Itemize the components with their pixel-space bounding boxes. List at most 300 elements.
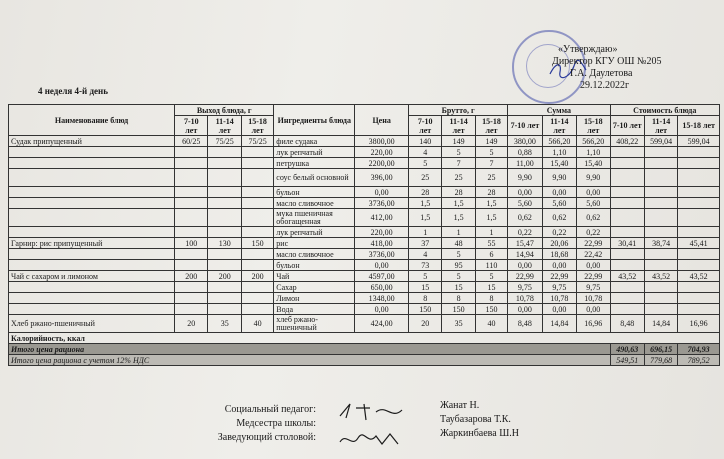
cell-c2 <box>644 227 677 238</box>
cell-s3: 0,22 <box>577 227 610 238</box>
cell-b3: 15 <box>475 282 507 293</box>
cell-s1: 11,00 <box>508 158 542 169</box>
cell-s1: 0,88 <box>508 147 542 158</box>
cell-c3 <box>678 198 720 209</box>
cell-s3: 10,78 <box>577 293 610 304</box>
cell-dish <box>9 293 175 304</box>
cell-o1: 60/25 <box>175 136 208 147</box>
cell-o2 <box>208 169 241 187</box>
cell-s1: 0,00 <box>508 260 542 271</box>
cell-o1 <box>175 282 208 293</box>
cell-ing: петрушка <box>274 158 355 169</box>
table-row <box>9 158 720 169</box>
cell-s3: 0,00 <box>577 304 610 315</box>
header-age: 15-18 лет <box>678 116 720 136</box>
cell-o2: 75/25 <box>208 136 241 147</box>
cell-b2: 149 <box>442 136 475 147</box>
table-row <box>9 227 720 238</box>
cell-s2: 14,84 <box>542 315 576 333</box>
total-vat-cost: 779,68 <box>644 355 677 366</box>
cell-o1 <box>175 304 208 315</box>
cell-b3: 5 <box>475 147 507 158</box>
header-age: 7-10 лет <box>408 116 441 136</box>
cell-o3 <box>241 282 273 293</box>
table-row <box>9 293 720 304</box>
approval-date: 29.12.2022г <box>580 80 630 91</box>
social-pedagogue-name: Жанат Н. <box>440 400 480 411</box>
total-cost: 704,93 <box>678 344 720 355</box>
cell-b3: 150 <box>475 304 507 315</box>
cell-ing: лук репчатый <box>274 227 355 238</box>
cell-s3: 22,99 <box>577 238 610 249</box>
cell-b3: 149 <box>475 136 507 147</box>
cell-b1: 73 <box>408 260 441 271</box>
cell-b1: 1,5 <box>408 198 441 209</box>
cell-b1: 5 <box>408 271 441 282</box>
cell-b1: 20 <box>408 315 441 333</box>
cell-o1 <box>175 187 208 198</box>
cell-c1 <box>610 209 644 227</box>
header-sum: Сумма <box>508 105 610 116</box>
total-label: Итого цена рациона <box>9 344 611 355</box>
table-row <box>9 136 720 147</box>
cell-b2: 1,5 <box>442 198 475 209</box>
cell-c3 <box>678 187 720 198</box>
cell-b1: 4 <box>408 249 441 260</box>
cell-ing: рис <box>274 238 355 249</box>
cell-o1: 20 <box>175 315 208 333</box>
cell-c3 <box>678 227 720 238</box>
cell-c2 <box>644 249 677 260</box>
table-row <box>9 147 720 158</box>
table-row <box>9 198 720 209</box>
cell-s2: 566,20 <box>542 136 576 147</box>
header-age: 7-10 лет <box>175 116 208 136</box>
cell-c2: 43,52 <box>644 271 677 282</box>
cell-o2 <box>208 282 241 293</box>
cell-b3: 28 <box>475 187 507 198</box>
table-row <box>9 260 720 271</box>
cell-o3 <box>241 249 273 260</box>
nurse-label: Медсестра школы: <box>236 418 316 429</box>
cell-c1 <box>610 282 644 293</box>
signature-social <box>336 402 406 422</box>
header-price: Цена <box>355 105 409 136</box>
cell-b1: 4 <box>408 147 441 158</box>
cell-o3 <box>241 147 273 158</box>
cell-c3: 43,52 <box>678 271 720 282</box>
cell-o3 <box>241 198 273 209</box>
cell-s3: 0,00 <box>577 260 610 271</box>
nurse-name: Таубазарова Т.К. <box>440 414 511 425</box>
header-gross: Брутто, г <box>408 105 507 116</box>
cell-o3 <box>241 209 273 227</box>
cell-s1: 0,62 <box>508 209 542 227</box>
cell-b3: 1,5 <box>475 198 507 209</box>
cell-o2: 130 <box>208 238 241 249</box>
table-row <box>9 304 720 315</box>
cell-b2: 5 <box>442 249 475 260</box>
cell-b1: 15 <box>408 282 441 293</box>
cell-s1: 10,78 <box>508 293 542 304</box>
cell-o1 <box>175 147 208 158</box>
cell-c1 <box>610 227 644 238</box>
total-cost: 490,63 <box>610 344 644 355</box>
table-row <box>9 238 720 249</box>
cell-o2 <box>208 293 241 304</box>
cell-dish: Судак припущенный <box>9 136 175 147</box>
total-vat-label: Итого цена рациона с учетом 12% НДС <box>9 355 611 366</box>
cell-s3: 16,96 <box>577 315 610 333</box>
cell-c1 <box>610 304 644 315</box>
cell-c2 <box>644 260 677 271</box>
cell-o1 <box>175 260 208 271</box>
cell-b1: 28 <box>408 187 441 198</box>
cell-c2: 38,74 <box>644 238 677 249</box>
total-vat-row <box>9 355 720 366</box>
cell-b2: 25 <box>442 169 475 187</box>
cell-c1 <box>610 249 644 260</box>
approval-block <box>552 44 722 92</box>
cell-price: 220,00 <box>355 227 409 238</box>
cell-b3: 55 <box>475 238 507 249</box>
cell-ing: лук репчатый <box>274 147 355 158</box>
cell-b2: 48 <box>442 238 475 249</box>
cell-o3 <box>241 227 273 238</box>
cell-price: 396,00 <box>355 169 409 187</box>
cell-s1: 22,99 <box>508 271 542 282</box>
cell-price: 650,00 <box>355 282 409 293</box>
cell-dish <box>9 187 175 198</box>
cell-b1: 8 <box>408 293 441 304</box>
cell-b2: 5 <box>442 271 475 282</box>
cell-b3: 1,5 <box>475 209 507 227</box>
table-row <box>9 282 720 293</box>
cell-b2: 7 <box>442 158 475 169</box>
cell-s3: 22,42 <box>577 249 610 260</box>
cell-dish <box>9 169 175 187</box>
cell-price: 412,00 <box>355 209 409 227</box>
cell-o1 <box>175 198 208 209</box>
cell-ing: Лимон <box>274 293 355 304</box>
cell-s1: 8,48 <box>508 315 542 333</box>
cell-s2: 9,90 <box>542 169 576 187</box>
header-output: Выход блюда, г <box>175 105 274 116</box>
cell-b2: 1,5 <box>442 209 475 227</box>
cell-price: 2200,00 <box>355 158 409 169</box>
cell-b2: 35 <box>442 315 475 333</box>
cell-dish <box>9 209 175 227</box>
canteen-head-name: Жаркинбаева Ш.Н <box>440 428 520 439</box>
cell-ing: филе судака <box>274 136 355 147</box>
cell-price: 3736,00 <box>355 198 409 209</box>
cell-ing: масло сливочное <box>274 198 355 209</box>
cell-c3: 599,04 <box>678 136 720 147</box>
cell-price: 220,00 <box>355 147 409 158</box>
total-vat-cost: 549,51 <box>610 355 644 366</box>
approval-title: «Утверждаю» <box>558 44 618 55</box>
cell-price: 1348,00 <box>355 293 409 304</box>
cell-b1: 37 <box>408 238 441 249</box>
cell-o1: 100 <box>175 238 208 249</box>
cell-price: 424,00 <box>355 315 409 333</box>
cell-o3 <box>241 260 273 271</box>
cell-o3: 150 <box>241 238 273 249</box>
cell-s2: 0,00 <box>542 304 576 315</box>
cell-s2: 15,40 <box>542 158 576 169</box>
signature-canteen <box>336 430 406 450</box>
total-vat-cost: 789,52 <box>678 355 720 366</box>
cell-o2 <box>208 147 241 158</box>
cell-dish: Гарнир: рис припущенный <box>9 238 175 249</box>
cell-c3 <box>678 293 720 304</box>
header-cost: Стоимость блюда <box>610 105 720 116</box>
week-day-title: 4 неделя 4-й день <box>38 86 108 96</box>
cell-price: 3800,00 <box>355 136 409 147</box>
cell-s3: 9,75 <box>577 282 610 293</box>
cell-ing: хлеб ржано-пшеничный <box>274 315 355 333</box>
cell-s2: 20,06 <box>542 238 576 249</box>
cell-b3: 5 <box>475 271 507 282</box>
cell-b2: 15 <box>442 282 475 293</box>
table-row <box>9 315 720 333</box>
header-age: 7-10 лет <box>508 116 542 136</box>
cell-c2 <box>644 158 677 169</box>
header-age: 11-14 лет <box>208 116 241 136</box>
cell-s3: 566,20 <box>577 136 610 147</box>
cell-o2 <box>208 304 241 315</box>
cell-s1: 0,22 <box>508 227 542 238</box>
cell-dish <box>9 304 175 315</box>
cell-o2: 200 <box>208 271 241 282</box>
approval-position: Директор КГУ ОШ №205 <box>552 56 662 67</box>
cell-s1: 380,00 <box>508 136 542 147</box>
cell-s2: 0,00 <box>542 260 576 271</box>
cell-o3 <box>241 187 273 198</box>
cell-c1: 30,41 <box>610 238 644 249</box>
cell-c1: 408,22 <box>610 136 644 147</box>
cell-c1 <box>610 260 644 271</box>
header-age: 11-14 лет <box>542 116 576 136</box>
table-row <box>9 169 720 187</box>
cell-o2 <box>208 249 241 260</box>
cell-o3 <box>241 158 273 169</box>
cell-s2: 10,78 <box>542 293 576 304</box>
social-pedagogue-label: Социальный педагог: <box>224 404 316 415</box>
cell-s3: 15,40 <box>577 158 610 169</box>
cell-o2 <box>208 187 241 198</box>
cell-s2: 18,68 <box>542 249 576 260</box>
cell-b2: 5 <box>442 147 475 158</box>
cell-s1: 9,90 <box>508 169 542 187</box>
cell-ing: Вода <box>274 304 355 315</box>
signatures-footer <box>0 400 724 459</box>
cell-price: 0,00 <box>355 260 409 271</box>
cell-price: 418,00 <box>355 238 409 249</box>
cell-s2: 9,75 <box>542 282 576 293</box>
cell-ing: Сахар <box>274 282 355 293</box>
cell-ing: бульон <box>274 187 355 198</box>
cell-c3 <box>678 260 720 271</box>
table-row <box>9 209 720 227</box>
cell-c2 <box>644 282 677 293</box>
cell-dish: Хлеб ржано-пшеничный <box>9 315 175 333</box>
cell-c3 <box>678 147 720 158</box>
cell-c3: 45,41 <box>678 238 720 249</box>
cell-b3: 7 <box>475 158 507 169</box>
cell-b2: 8 <box>442 293 475 304</box>
cell-ing: бульон <box>274 260 355 271</box>
cell-s3: 9,90 <box>577 169 610 187</box>
cell-s1: 9,75 <box>508 282 542 293</box>
cell-s1: 5,60 <box>508 198 542 209</box>
cell-o2 <box>208 227 241 238</box>
approval-name: Г.А. Даулетова <box>570 68 633 79</box>
cell-s2: 0,00 <box>542 187 576 198</box>
cell-dish <box>9 249 175 260</box>
cell-c3 <box>678 209 720 227</box>
cell-o3: 75/25 <box>241 136 273 147</box>
cell-c3 <box>678 282 720 293</box>
cell-c3 <box>678 158 720 169</box>
cell-b1: 140 <box>408 136 441 147</box>
cell-dish <box>9 158 175 169</box>
cell-price: 3736,00 <box>355 249 409 260</box>
total-row <box>9 344 720 355</box>
cell-o1: 200 <box>175 271 208 282</box>
cell-b2: 1 <box>442 227 475 238</box>
table-row <box>9 271 720 282</box>
cell-b3: 1 <box>475 227 507 238</box>
cell-b1: 150 <box>408 304 441 315</box>
cell-c1 <box>610 169 644 187</box>
cell-b2: 150 <box>442 304 475 315</box>
cell-c2: 599,04 <box>644 136 677 147</box>
cell-c2 <box>644 187 677 198</box>
cell-o3: 40 <box>241 315 273 333</box>
cell-s3: 0,62 <box>577 209 610 227</box>
cell-ing: соус белый основной <box>274 169 355 187</box>
cell-s3: 1,10 <box>577 147 610 158</box>
cell-dish: Чай с сахаром и лимоном <box>9 271 175 282</box>
cell-s1: 0,00 <box>508 304 542 315</box>
table-row <box>9 249 720 260</box>
cell-o1 <box>175 249 208 260</box>
cell-o2 <box>208 260 241 271</box>
cell-s3: 5,60 <box>577 198 610 209</box>
canteen-head-label: Заведующий столовой: <box>217 432 316 443</box>
cell-b3: 8 <box>475 293 507 304</box>
cell-s2: 5,60 <box>542 198 576 209</box>
cell-s2: 0,22 <box>542 227 576 238</box>
total-cost: 696,15 <box>644 344 677 355</box>
menu-body <box>9 136 720 333</box>
header-age: 11-14 лет <box>644 116 677 136</box>
cell-o2: 35 <box>208 315 241 333</box>
cell-s2: 1,10 <box>542 147 576 158</box>
cell-s1: 0,00 <box>508 187 542 198</box>
cell-s2: 0,62 <box>542 209 576 227</box>
cell-b3: 25 <box>475 169 507 187</box>
cell-b1: 25 <box>408 169 441 187</box>
cell-c1: 43,52 <box>610 271 644 282</box>
cell-c3 <box>678 169 720 187</box>
cell-s2: 22,99 <box>542 271 576 282</box>
header-age: 7-10 лет <box>610 116 644 136</box>
calories-row <box>9 333 720 344</box>
header-age: 15-18 лет <box>475 116 507 136</box>
cell-b1: 1,5 <box>408 209 441 227</box>
cell-ing: масло сливочное <box>274 249 355 260</box>
cell-price: 0,00 <box>355 187 409 198</box>
cell-dish <box>9 260 175 271</box>
cell-o2 <box>208 209 241 227</box>
cell-c2 <box>644 209 677 227</box>
cell-c2 <box>644 293 677 304</box>
cell-b2: 28 <box>442 187 475 198</box>
header-age: 15-18 лет <box>241 116 273 136</box>
cell-b2: 95 <box>442 260 475 271</box>
cell-o1 <box>175 293 208 304</box>
cell-c2 <box>644 147 677 158</box>
cell-o1 <box>175 158 208 169</box>
cell-price: 0,00 <box>355 304 409 315</box>
cell-c2 <box>644 198 677 209</box>
cell-c2 <box>644 169 677 187</box>
cell-b3: 6 <box>475 249 507 260</box>
calories-label: Калорийность, ккал <box>9 333 720 344</box>
cell-b3: 110 <box>475 260 507 271</box>
cell-b3: 40 <box>475 315 507 333</box>
cell-c1 <box>610 147 644 158</box>
cell-o1 <box>175 227 208 238</box>
cell-o2 <box>208 158 241 169</box>
cell-c1 <box>610 198 644 209</box>
cell-ing: Чай <box>274 271 355 282</box>
header-age: 11-14 лет <box>442 116 475 136</box>
cell-s3: 22,99 <box>577 271 610 282</box>
cell-c3: 16,96 <box>678 315 720 333</box>
cell-s1: 15,47 <box>508 238 542 249</box>
cell-c1 <box>610 158 644 169</box>
cell-c1 <box>610 187 644 198</box>
cell-o3 <box>241 169 273 187</box>
cell-o3: 200 <box>241 271 273 282</box>
cell-c2: 14,84 <box>644 315 677 333</box>
header-ingredients: Ингредиенты блюда <box>274 105 355 136</box>
cell-o1 <box>175 209 208 227</box>
header-age: 15-18 лет <box>577 116 610 136</box>
cell-dish <box>9 198 175 209</box>
cell-o3 <box>241 293 273 304</box>
cell-dish <box>9 147 175 158</box>
cell-c3 <box>678 304 720 315</box>
header-dish: Наименование блюд <box>9 105 175 136</box>
cell-c3 <box>678 249 720 260</box>
cell-ing: мука пшеничная обогащенная <box>274 209 355 227</box>
cell-b1: 5 <box>408 158 441 169</box>
cell-s1: 14,94 <box>508 249 542 260</box>
cell-o2 <box>208 198 241 209</box>
cell-c2 <box>644 304 677 315</box>
cell-o1 <box>175 169 208 187</box>
table-row <box>9 187 720 198</box>
menu-table <box>8 104 720 366</box>
cell-o3 <box>241 304 273 315</box>
cell-c1 <box>610 293 644 304</box>
cell-s3: 0,00 <box>577 187 610 198</box>
cell-price: 4597,00 <box>355 271 409 282</box>
